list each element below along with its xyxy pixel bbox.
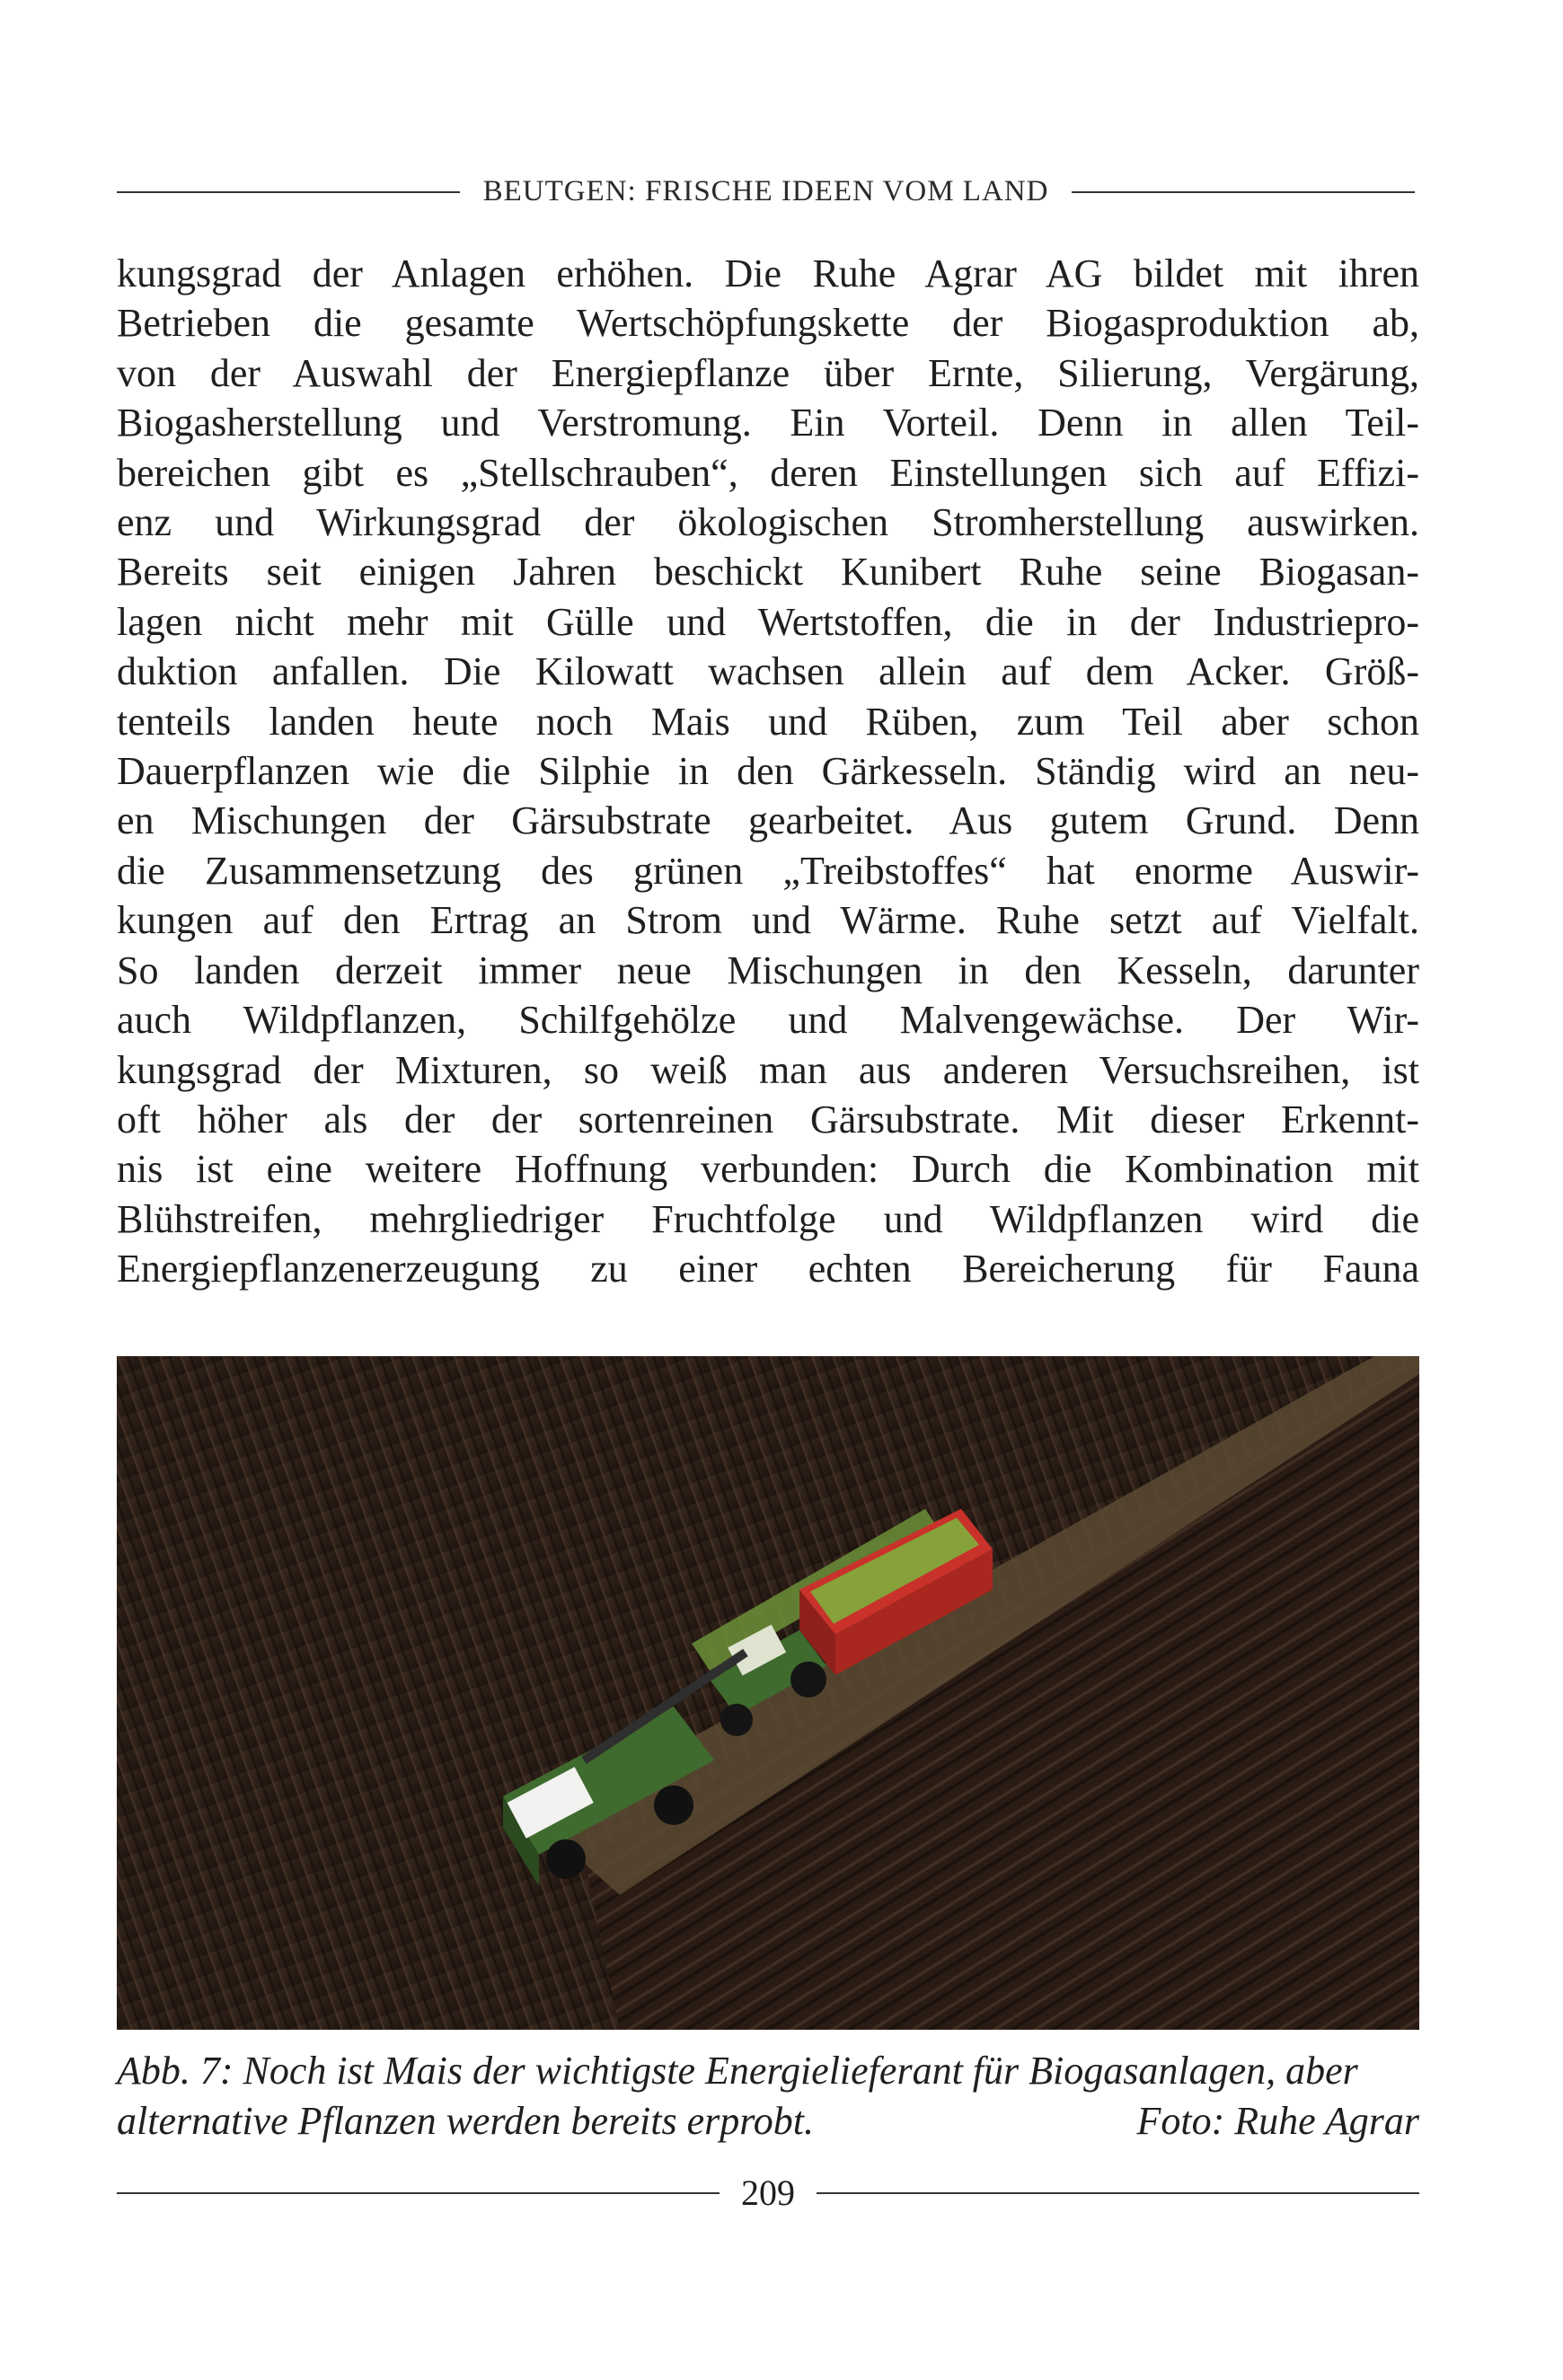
- text-line: lagen nicht mehr mit Gülle und Wertstoffen, die in der Industriepro-: [117, 599, 1419, 644]
- text-line: die Zusammensetzung des grünen „Treibstoffes“ hat enorme Auswir-: [117, 848, 1419, 893]
- text-line: Biogasherstellung und Verstromung. Ein Vorteil. Denn in allen Teil-: [117, 401, 1419, 445]
- caption-text: alternative Pflanzen werden bereits erprobt.: [117, 2099, 814, 2143]
- text-line: Betrieben die gesamte Wertschöpfungskette der Biogasproduktion ab,: [117, 301, 1419, 346]
- text-line: von der Auswahl der Energiepflanze über Ernte, Silierung, Vergärung,: [117, 350, 1419, 395]
- photo-credit: Foto: Ruhe Agrar: [1136, 2099, 1419, 2143]
- text-line: Dauerpflanzen wie die Silphie in den Gärkesseln. Ständig wird an neu-: [117, 749, 1419, 794]
- running-title: BEUTGEN: FRISCHE IDEEN VOM LAND: [482, 175, 1049, 207]
- harvest-photo-illustration: [117, 1356, 1419, 2030]
- text-line: Blühstreifen, mehrgliedriger Fruchtfolge und Wildpflanzen wird die: [117, 1196, 1419, 1241]
- text-line: kungsgrad der Anlagen erhöhen. Die Ruhe Agrar AG bildet mit ihren: [117, 251, 1419, 295]
- text-line: enz und Wirkungsgrad der ökologischen Stromherstellung auswirken.: [117, 500, 1419, 545]
- text-line: Energiepflanzenerzeugung zu einer echten Bereicherung für Fauna: [117, 1247, 1419, 1291]
- caption-line-1: Abb. 7: Noch ist Mais der wichtigste Energielieferant für Biogasanlagen, aber: [117, 2049, 1358, 2093]
- harvest-photo: [117, 1356, 1419, 2030]
- header-rule-left: [117, 191, 460, 193]
- figure-caption: [117, 2046, 1419, 2146]
- header-rule-right: [1072, 191, 1415, 193]
- text-line: kungsgrad der Mixturen, so weiß man aus anderen Versuchsreihen, ist: [117, 1047, 1419, 1092]
- page-footer: [117, 2172, 1419, 2214]
- running-header: [117, 175, 1415, 208]
- caption-line-2: [117, 2096, 1419, 2146]
- body-paragraph: [117, 249, 1419, 1294]
- footer-rule-right: [817, 2192, 1419, 2194]
- text-line: auch Wildpflanzen, Schilfgehölze und Malvengewächse. Der Wir-: [117, 998, 1419, 1043]
- text-line: duktion anfallen. Die Kilowatt wachsen allein auf dem Acker. Größ-: [117, 649, 1419, 694]
- text-line: oft höher als der der sortenreinen Gärsubstrate. Mit dieser Erkennt-: [117, 1097, 1419, 1142]
- text-line: So landen derzeit immer neue Mischungen in den Kesseln, darunter: [117, 948, 1419, 992]
- text-line: nis ist eine weitere Hoffnung verbunden: Durch die Kombination mit: [117, 1147, 1419, 1192]
- text-line: tenteils landen heute noch Mais und Rüben, zum Teil aber schon: [117, 699, 1419, 744]
- text-line: kungen auf den Ertrag an Strom und Wärme. Ruhe setzt auf Vielfalt.: [117, 898, 1419, 943]
- page-number: 209: [741, 2173, 795, 2213]
- text-line: Bereits seit einigen Jahren beschickt Kunibert Ruhe seine Biogasan-: [117, 550, 1419, 595]
- footer-rule-left: [117, 2192, 720, 2194]
- text-line: bereichen gibt es „Stellschrauben“, deren Einstellungen sich auf Effizi-: [117, 450, 1419, 495]
- text-line: en Mischungen der Gärsubstrate gearbeitet. Aus gutem Grund. Denn: [117, 798, 1419, 843]
